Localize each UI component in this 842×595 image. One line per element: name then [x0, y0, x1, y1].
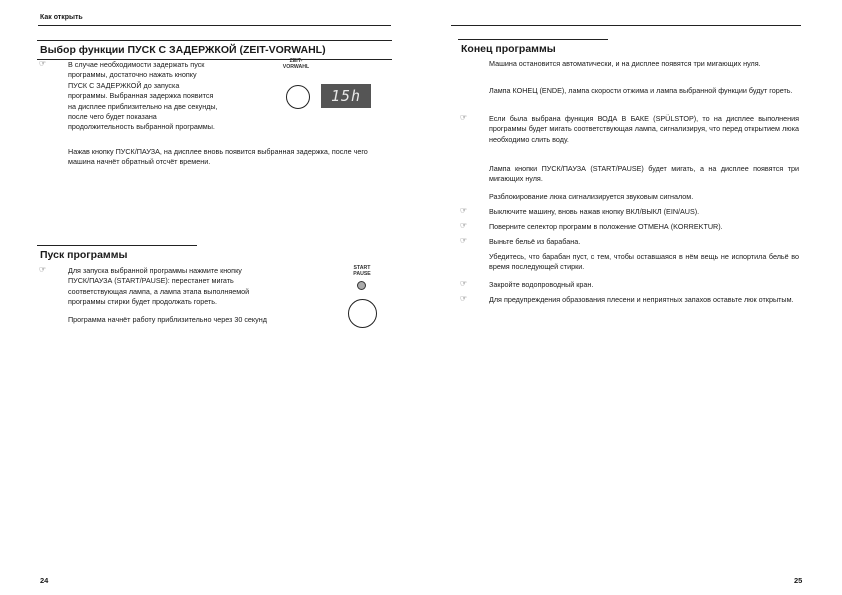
delay-line: на дисплее приблизительно на две секунды, [68, 101, 218, 111]
zeit-vorwahl-button[interactable] [286, 85, 310, 109]
start-instructions [68, 266, 338, 308]
section-title-delay: Выбор функции ПУСК С ЗАДЕРЖКОЙ (ZEIT-VORWAHL) [37, 40, 392, 60]
section-title-start: Пуск программы [37, 245, 197, 264]
end-paragraph: Убедитесь, что барабан пуст, с тем, чтобы оставшаяся в нём вещь не испортила бельё во время последующей стирки. [489, 252, 799, 272]
end-paragraph: Если была выбрана функция ВОДА В БАКЕ (SPÜLSTOP), то на дисплее выполнения программы будет мигать соответствующая лампа, сигнализируя, что перед открытием люка необходимо слить воду. [489, 114, 799, 144]
end-paragraph: Разблокирование люка сигнализируется звуковым сигналом. [489, 192, 694, 201]
panel-label-line: START [353, 265, 371, 271]
page-number: 24 [40, 576, 49, 585]
panel-label-line: ZEIT- [289, 58, 303, 64]
delay-instructions [68, 60, 278, 133]
delay-line: после чего будет показана [68, 112, 157, 122]
delay-line: продолжительность выбранной программы. [68, 122, 215, 132]
pointing-hand-icon: ☞ [460, 294, 468, 303]
start-line: Для запуска выбранной программы нажмите кнопку [68, 266, 242, 275]
end-paragraph: Лампа кнопки ПУСК/ПАУЗА (START/PAUSE) будет мигать, а на дисплее появятся три мигающих нуля. [489, 164, 799, 184]
header-rule [451, 25, 801, 26]
zeit-vorwahl-label [278, 58, 314, 70]
header-rule [38, 25, 391, 26]
start-line: ПУСК/ПАУЗА (START/PAUSE): перестанет мигать [68, 276, 234, 286]
pointing-hand-icon: ☞ [460, 221, 468, 230]
start-pause-led [357, 281, 366, 290]
end-paragraph: Выключите машину, вновь нажав кнопку ВКЛ/ВЫКЛ (EIN/AUS). [489, 207, 700, 216]
pointing-hand-icon: ☞ [39, 265, 47, 274]
start-pause-button[interactable] [348, 299, 377, 328]
start-note: Программа начнёт работу приблизительно через 30 секунд [68, 315, 267, 324]
end-paragraph: Лампа КОНЕЦ (ENDE), лампа скорости отжима и лампа выбранной функции будут гореть. [489, 86, 793, 95]
end-paragraph: Машина остановится автоматически, и на дисплее появятся три мигающих нуля. [489, 59, 761, 68]
pointing-hand-icon: ☞ [460, 206, 468, 215]
pointing-hand-icon: ☞ [39, 59, 47, 68]
section-title-end: Конец программы [458, 39, 608, 58]
start-line: программы стирки будет продолжать гореть. [68, 297, 218, 307]
end-paragraph: Закройте водопроводный кран. [489, 280, 594, 289]
page-header: Как открыть [40, 14, 83, 21]
start-pause-label [347, 265, 377, 277]
pointing-hand-icon: ☞ [460, 236, 468, 245]
panel-label-line: VORWAHL [282, 64, 310, 71]
end-paragraph: Поверните селектор программ в положение ОТМЕНА (KORREKTUR). [489, 222, 723, 231]
delay-display: 15h [321, 84, 371, 108]
end-paragraph: Выньте бельё из барабана. [489, 237, 581, 246]
delay-note: Нажав кнопку ПУСК/ПАУЗА, на дисплее вновь появится выбранная задержка, после чего машина начнёт обратный отсчёт времени. [68, 147, 368, 167]
delay-line: В случае необходимости задержать пуск [68, 60, 205, 69]
delay-line: программы, достаточно нажать кнопку [68, 70, 197, 80]
start-line: соответствующая лампа, а лампа этапа выполняемой [68, 286, 250, 296]
panel-label-line: PAUSE [353, 271, 371, 278]
right-page [421, 0, 842, 595]
delay-line: программы. Выбранная задержка появится [68, 91, 214, 101]
delay-line: ПУСК С ЗАДЕРЖКОЙ до запуска [68, 80, 180, 90]
pointing-hand-icon: ☞ [460, 113, 468, 122]
page-number: 25 [794, 576, 803, 585]
end-paragraph: Для предупреждения образования плесени и неприятных запахов оставьте люк открытым. [489, 295, 794, 304]
pointing-hand-icon: ☞ [460, 279, 468, 288]
